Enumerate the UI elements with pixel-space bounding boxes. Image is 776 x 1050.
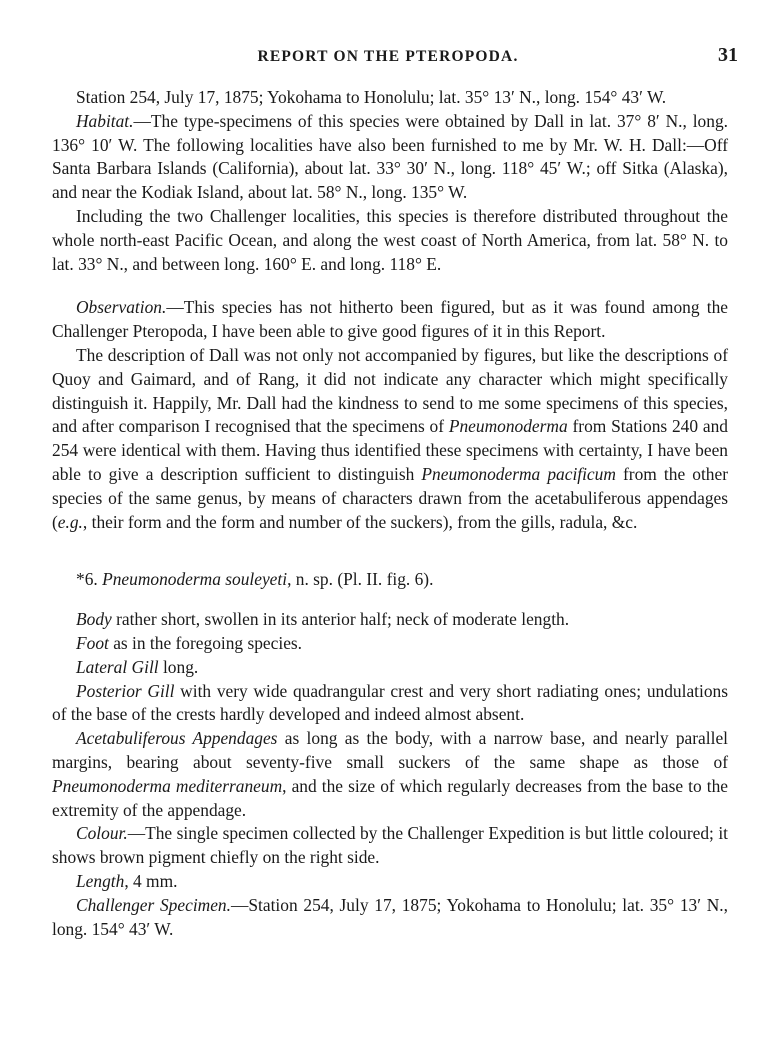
description-species: Pneumonoderma pacificum — [421, 463, 616, 484]
habitat-label: Habitat. — [76, 110, 134, 131]
species-number: *6. — [76, 569, 103, 590]
colour-paragraph — [52, 822, 728, 870]
length-paragraph — [52, 870, 728, 894]
description-part4: , their form and the form and number of the suckers), from the gills, radula, &c. — [82, 511, 638, 532]
length-text: , 4 mm. — [124, 870, 178, 891]
lateral-gill-label: Lateral Gill — [76, 656, 159, 677]
page-number: 31 — [718, 44, 738, 66]
habitat-text: —The type-specimens of this species were obtained by Dall in lat. 37° 8′ N., long. 136° 10′ W. The following localities have also been furnished to me by Mr. W. H. Dall:—Off Santa Barbara Islands (California), about lat. 33° 30′ N., long. 118° 45′ W.; off Sitka (Alaska), and near the Kodiak Island, about lat. 58° N., long. 135° W. — [52, 110, 728, 203]
description-paragraph — [52, 344, 728, 534]
length-label: Length — [76, 870, 125, 891]
species-heading — [52, 568, 728, 592]
habitat-paragraph — [52, 110, 728, 205]
specimen-paragraph — [52, 894, 728, 942]
appendages-text1: as long as the body, with a narrow base, and nearly parallel margins, bearing about seventy-five small suckers of the same shape as those of — [52, 728, 728, 772]
foot-paragraph — [52, 632, 728, 656]
page-body — [52, 86, 728, 941]
station-paragraph — [52, 86, 728, 110]
lateral-gill-paragraph — [52, 656, 728, 680]
species-suffix: , n. sp. (Pl. II. fig. 6). — [287, 569, 434, 590]
colour-label: Colour. — [76, 823, 128, 844]
posterior-gill-label: Posterior Gill — [76, 680, 175, 701]
lateral-gill-text: long. — [158, 656, 199, 677]
distribution-text: Including the two Challenger localities, this species is therefore distributed throughout the whole north-east Pacific Ocean, and along the west coast of North America, from lat. 58° N. to lat. 33° N., and between long. 160° E. and long. 118° E. — [52, 205, 728, 274]
body-text: rather short, swollen in its anterior half; neck of moderate length. — [111, 609, 570, 630]
specimen-label: Challenger Specimen. — [76, 894, 231, 915]
appendages-text2: , and the size of which regularly decreases from the base to the extremity of the appendage. — [52, 775, 728, 820]
distribution-paragraph — [52, 205, 728, 276]
observation-text: —This species has not hitherto been figured, but as it was found among the Challenger Pteropoda, I have been able to give good figures of it in this Report. — [52, 297, 728, 342]
specimen-text: —Station 254, July 17, 1875; Yokohama to Honolulu; lat. 35° 13′ N., long. 154° 43′ W. — [52, 894, 729, 939]
description-genus: Pneumonoderma — [448, 416, 568, 437]
foot-text: as in the foregoing species. — [108, 632, 303, 653]
page-header — [0, 44, 776, 70]
colour-text: —The single specimen collected by the Challenger Expedition is but little coloured; it shows brown pigment chiefly on the right side. — [52, 823, 728, 868]
body-paragraph — [52, 608, 728, 632]
posterior-gill-paragraph — [52, 680, 728, 728]
description-eg: e.g. — [57, 511, 83, 532]
observation-label: Observation. — [76, 297, 167, 318]
running-title: REPORT ON THE PTEROPODA. — [257, 48, 519, 65]
foot-label: Foot — [76, 632, 109, 653]
species-name: Pneumonoderma souleyeti — [102, 569, 288, 590]
description-part3: from the other species of the same genus, by means of characters drawn from the acetabuliferous appendages ( — [52, 463, 728, 532]
observation-paragraph — [52, 296, 728, 344]
appendages-label: Acetabuliferous Appendages — [76, 728, 278, 749]
description-part2: from Stations 240 and 254 were identical with them. Having thus identified these specimens with certainty, I have been able to give a description sufficient to distinguish — [52, 416, 728, 484]
appendages-paragraph — [52, 727, 728, 822]
posterior-gill-text: with very wide quadrangular crest and very short radiating ones; undulations of the base of the crests hardly developed and indeed almost absent. — [52, 680, 728, 725]
body-label: Body — [76, 609, 112, 630]
description-part1: The description of Dall was not only not accompanied by figures, but like the descriptions of Quoy and Gaimard, and of Rang, it did not indicate any character which might specifically distinguish it. Happily, Mr. Dall had the kindness to send to me some specimens of this species, and after comparison I recognised that the specimens of — [52, 344, 728, 437]
station-text: Station 254, July 17, 1875; Yokohama to Honolulu; lat. 35° 13′ N., long. 154° 43′ W. — [76, 87, 667, 107]
appendages-species: Pneumonoderma mediterraneum — [52, 775, 283, 796]
